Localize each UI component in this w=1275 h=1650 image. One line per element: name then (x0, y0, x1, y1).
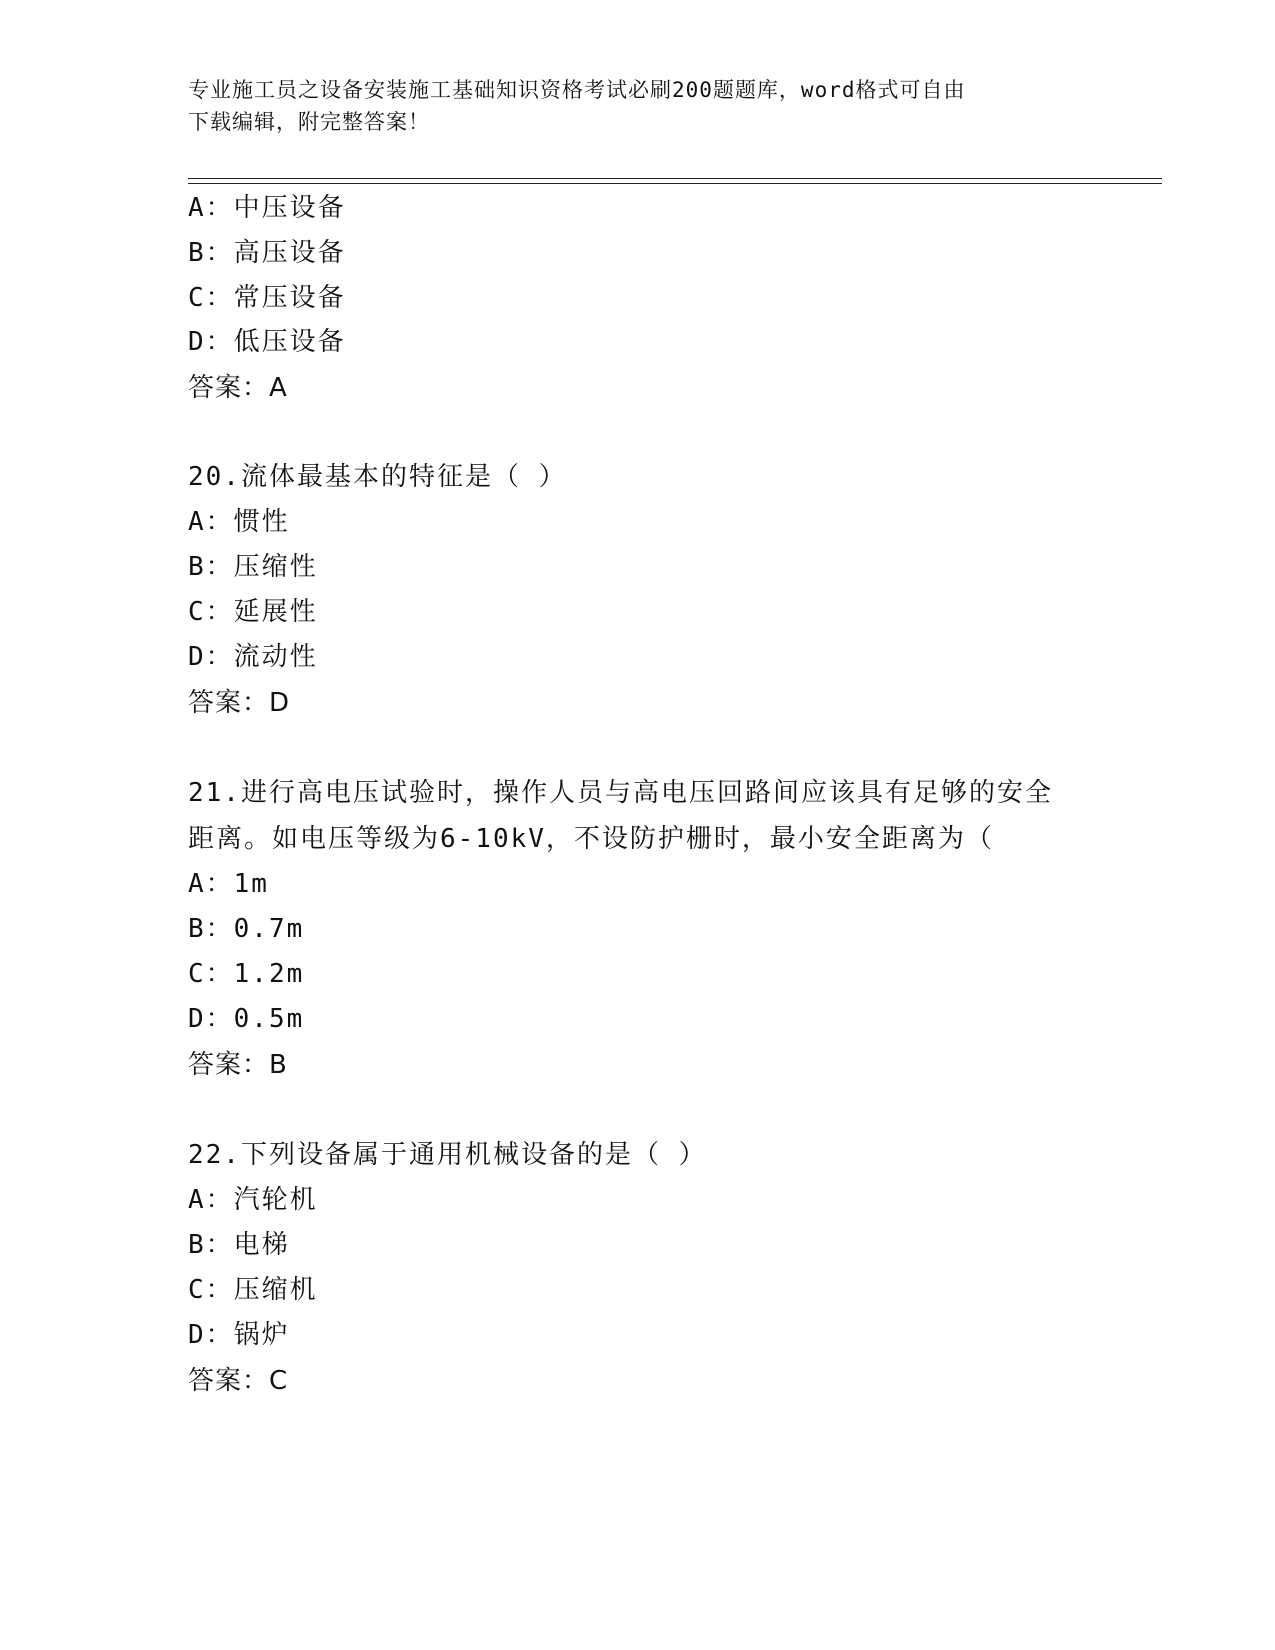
option-a: A：汽轮机 (188, 1185, 318, 1215)
answer: 答案：A (188, 373, 288, 403)
option-b: B：高压设备 (188, 238, 346, 268)
question-22: 22.下列设备属于通用机械设备的是（ ） (188, 1140, 707, 1170)
header-divider-top (188, 178, 1162, 179)
option-d: D：锅炉 (188, 1320, 290, 1350)
option-c: C：1.2m (188, 959, 305, 989)
question-21-line-1: 21.进行高电压试验时，操作人员与高电压回路间应该具有足够的安全 (188, 778, 1053, 808)
question-21-line-2: 距离。如电压等级为6-10kV，不设防护栅时，最小安全距离为（ (188, 824, 994, 854)
option-d: D：0.5m (188, 1004, 305, 1034)
answer: 答案：B (188, 1050, 288, 1080)
option-c: C：延展性 (188, 597, 318, 627)
option-b: B：压缩性 (188, 552, 318, 582)
option-a: A：中压设备 (188, 193, 346, 223)
option-a: A：1m (188, 869, 269, 899)
answer: 答案：D (188, 688, 291, 718)
option-a: A：惯性 (188, 507, 290, 537)
answer: 答案：C (188, 1366, 289, 1396)
option-b: B：0.7m (188, 914, 305, 944)
header-divider-bottom (188, 183, 1162, 184)
option-c: C：常压设备 (188, 283, 346, 313)
option-d: D：低压设备 (188, 327, 346, 357)
document-header (188, 74, 1088, 138)
option-b: B：电梯 (188, 1230, 290, 1260)
option-d: D：流动性 (188, 642, 318, 672)
option-c: C：压缩机 (188, 1275, 318, 1305)
header-line-2: 下载编辑，附完整答案！ (188, 110, 430, 134)
question-20: 20.流体最基本的特征是（ ） (188, 462, 567, 492)
header-line-1: 专业施工员之设备安装施工基础知识资格考试必刷200题题库，word格式可自由 (188, 78, 966, 102)
